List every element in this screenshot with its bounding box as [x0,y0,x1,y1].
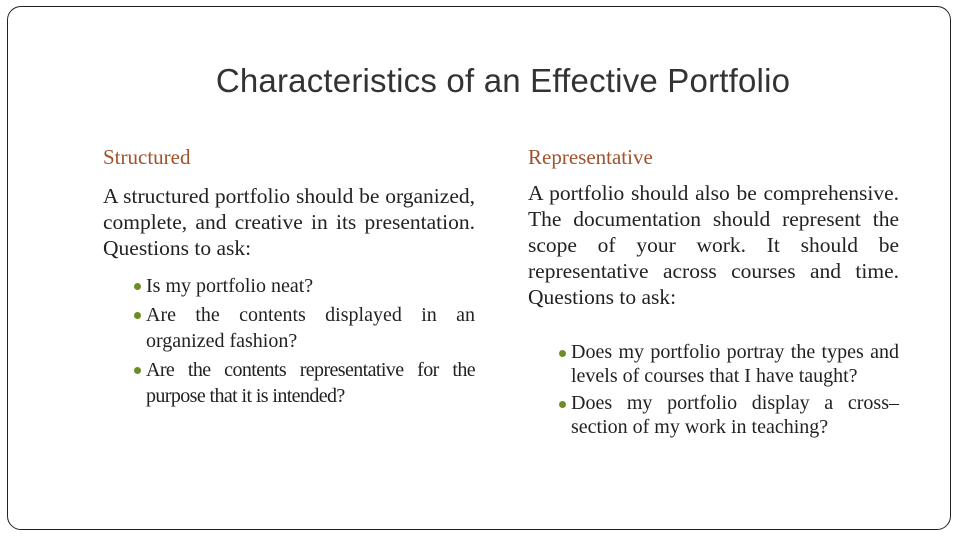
bullet-text: Does my portfolio display a cross– section of my work in teaching? [571,392,899,438]
right-column-body: A portfolio should also be comprehensive. The documentation should represent the scope of your work. It should be representative across courses and time. Questions to ask: [528,181,899,309]
bullet-dot-icon [559,401,566,408]
bullet-dot-icon [559,350,566,357]
bullet-dot-icon [134,367,141,374]
left-bullet-list [103,273,475,412]
left-column-heading: Structured [103,145,191,169]
bullet-item [554,340,899,388]
slide-title: Characteristics of an Effective Portfolio [215,62,791,99]
bullet-item [554,391,899,439]
bullet-text: Are the contents representative for the purpose that it is intended? [146,359,475,407]
bullet-item [103,302,475,354]
bullet-text: Does my portfolio portray the types and levels of courses that I have taught? [571,341,899,387]
bullet-dot-icon [134,283,141,290]
right-column-heading: Representative [528,145,653,169]
bullet-dot-icon [134,312,141,319]
bullet-item [103,273,475,299]
left-column-body: A structured portfolio should be organized, complete, and creative in its presentation. Questions to ask: [103,184,475,260]
bullet-text: Is my portfolio neat? [146,275,314,297]
bullet-item [103,357,475,409]
right-bullet-list [554,340,899,442]
bullet-text: Are the contents displayed in an organized fashion? [146,304,475,352]
